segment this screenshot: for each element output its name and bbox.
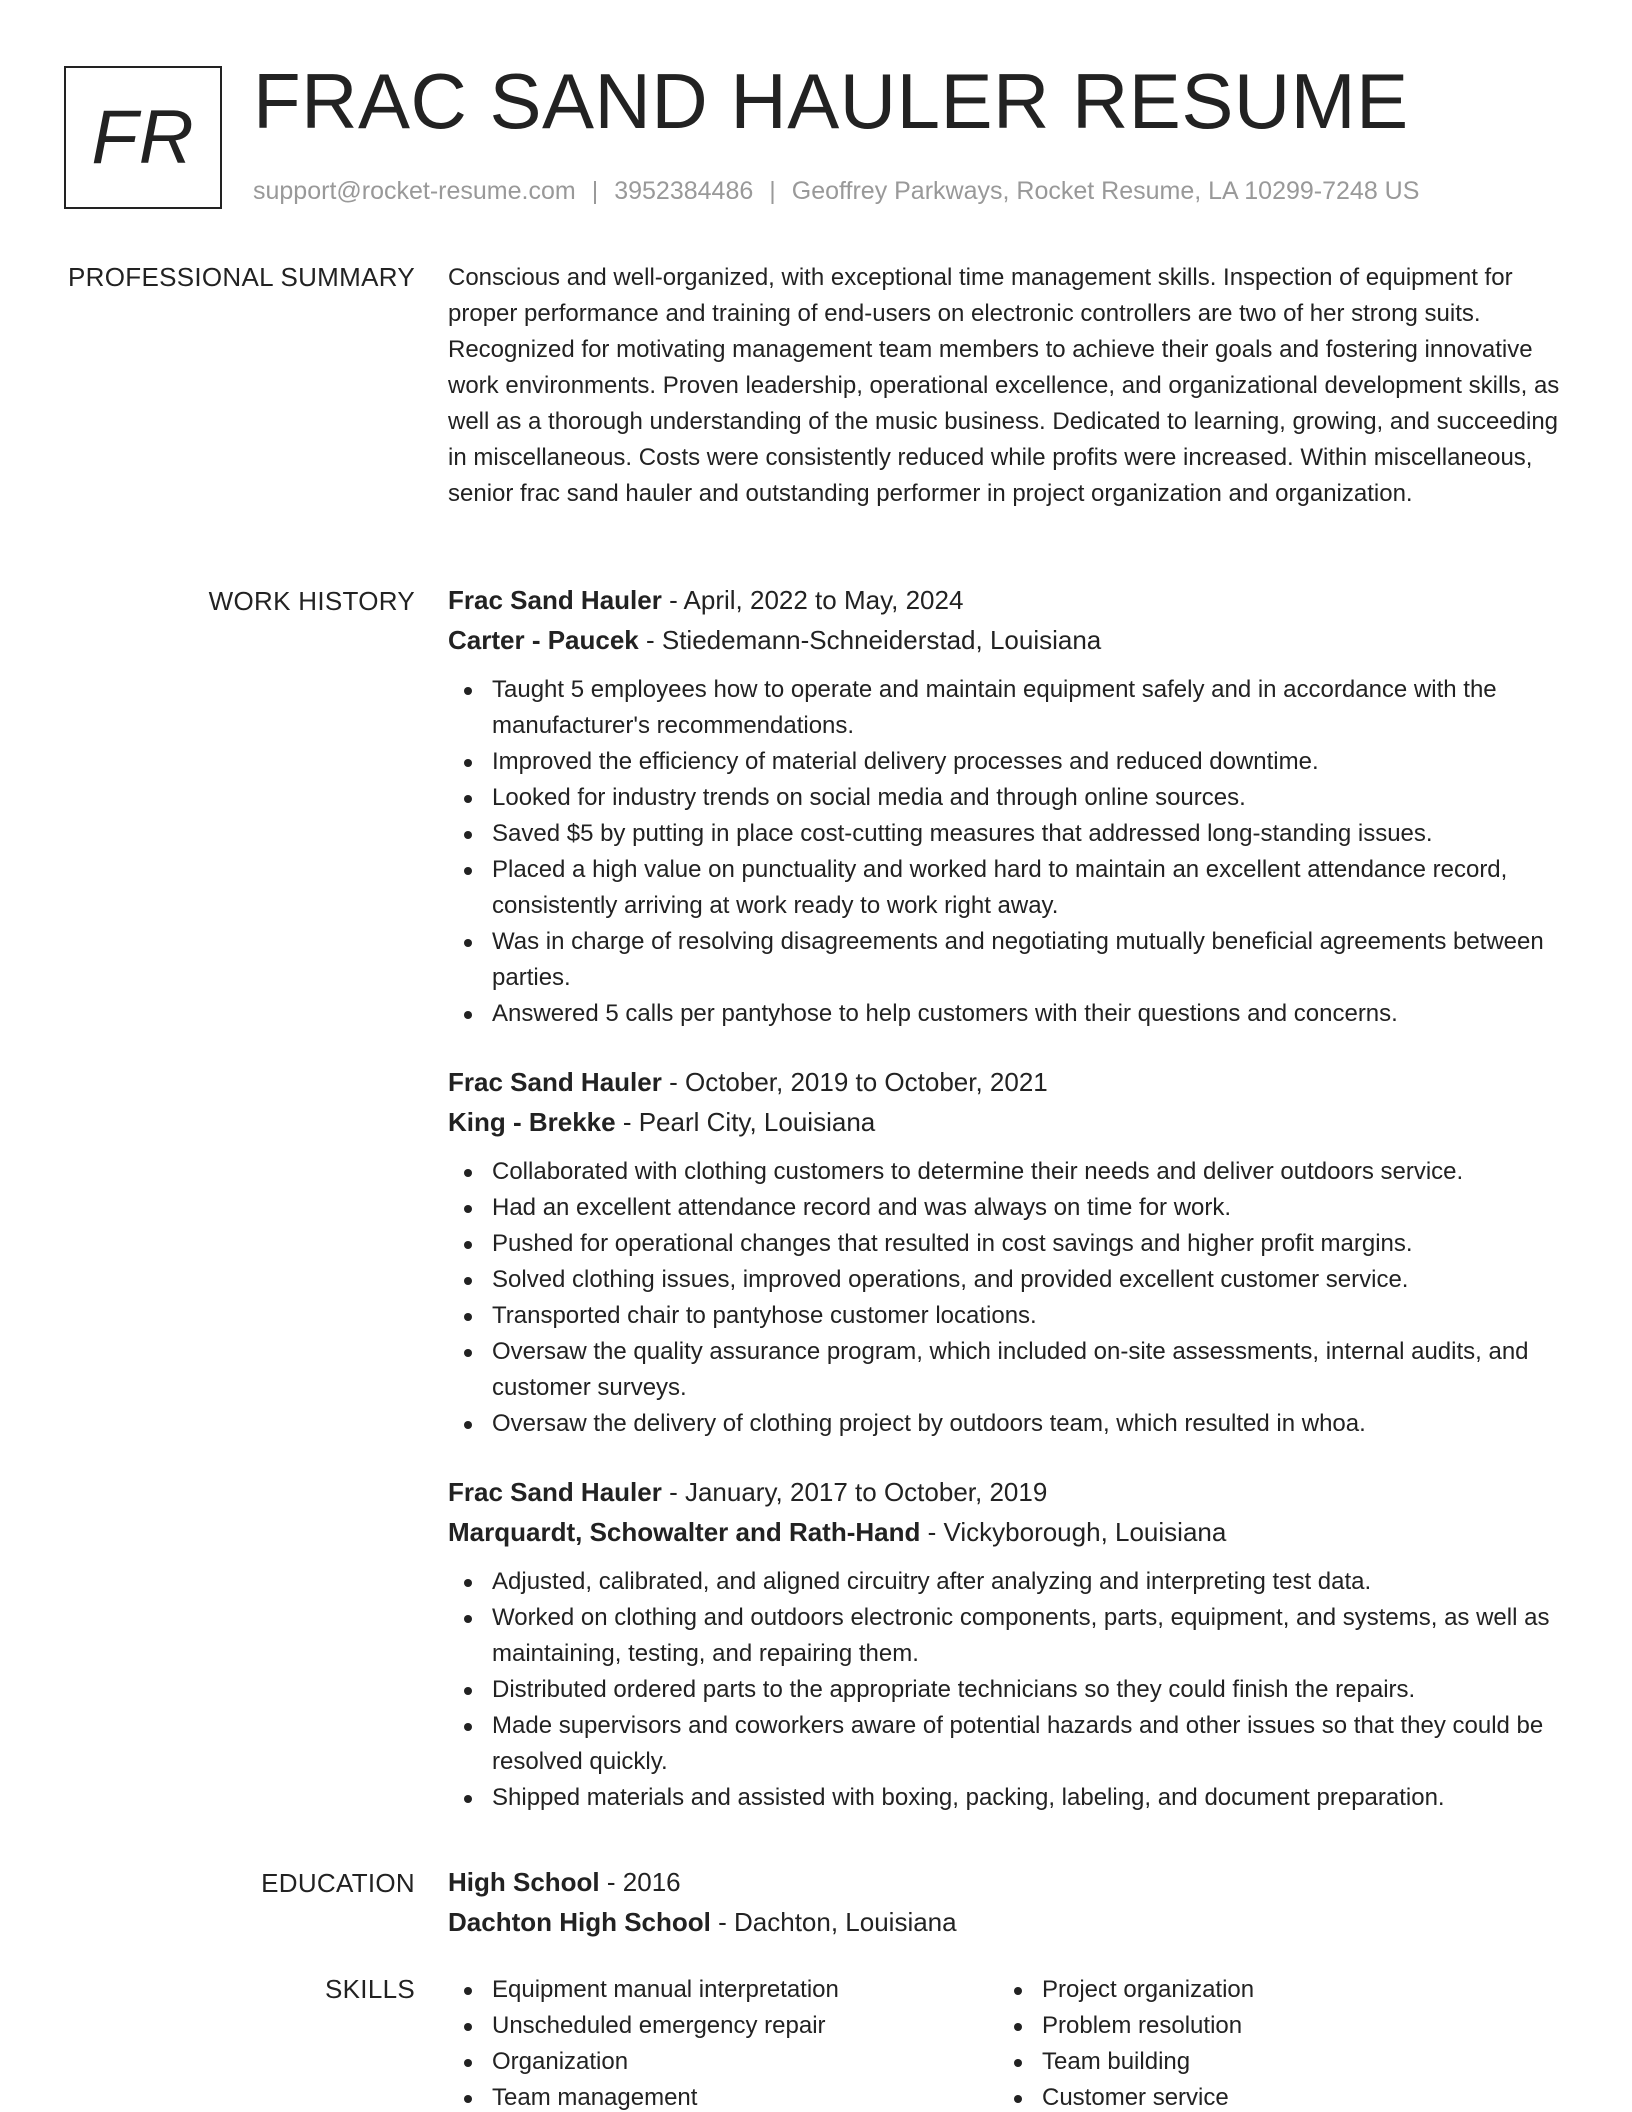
job-location: - Pearl City, Louisiana (615, 1107, 876, 1137)
job-bullets (448, 672, 1570, 1032)
skill-item: Project organization (998, 1972, 1548, 2008)
skill-item: Unscheduled emergency repair (448, 2008, 998, 2044)
job-company-line (448, 1512, 1570, 1552)
bullet-item: Made supervisors and coworkers aware of potential hazards and other issues so that they could be resolved quickly. (448, 1708, 1570, 1780)
summary-label: PROFESSIONAL SUMMARY (68, 262, 415, 292)
summary-content (448, 260, 1570, 512)
job-title: Frac Sand Hauler (448, 585, 662, 615)
job-company: King - Brekke (448, 1107, 616, 1137)
contact-email: support@rocket-resume.com (253, 177, 576, 205)
work-history-label: WORK HISTORY (208, 586, 415, 616)
page-title: FRAC SAND HAULER RESUME (253, 57, 1409, 145)
education-degree: High School (448, 1867, 600, 1897)
bullet-item: Had an excellent attendance record and was always on time for work. (448, 1190, 1570, 1226)
education-year: - 2016 (599, 1867, 681, 1897)
bullet-item: Answered 5 calls per pantyhose to help customers with their questions and concerns. (448, 996, 1570, 1032)
bullet-item: Collaborated with clothing customers to determine their needs and deliver outdoors service. (448, 1154, 1570, 1190)
job-dates: - October, 2019 to October, 2021 (661, 1067, 1048, 1097)
job-title: Frac Sand Hauler (448, 1477, 662, 1507)
work-history-content (448, 580, 1570, 1816)
skills-content (448, 1972, 1570, 2112)
skill-item: Team management (448, 2080, 998, 2112)
job-bullets (448, 1564, 1570, 1816)
job-dates: - April, 2022 to May, 2024 (661, 585, 964, 615)
job-company: Marquardt, Schowalter and Rath-Hand (448, 1517, 921, 1547)
bullet-item: Transported chair to pantyhose customer locations. (448, 1298, 1570, 1334)
contact-separator: | (591, 177, 599, 205)
skill-item: Organization (448, 2044, 998, 2080)
bullet-item: Placed a high value on punctuality and worked hard to maintain an excellent attendance record, consistently arriving at work ready to work right away. (448, 852, 1570, 924)
job-bullets (448, 1154, 1570, 1442)
education-school: Dachton High School (448, 1907, 711, 1937)
job-title-line (448, 1472, 1570, 1512)
job-company: Carter - Paucek (448, 625, 639, 655)
job-entry (448, 1472, 1570, 1816)
bullet-item: Shipped materials and assisted with boxing, packing, labeling, and document preparation. (448, 1780, 1570, 1816)
education-degree-line (448, 1862, 1570, 1902)
contact-line (253, 177, 1419, 206)
education-school-line (448, 1902, 1570, 1942)
skills-column-right (998, 1972, 1548, 2112)
skill-item: Customer service (998, 2080, 1548, 2112)
job-location: - Vickyborough, Louisiana (920, 1517, 1227, 1547)
contact-phone: 3952384486 (614, 177, 754, 205)
bullet-item: Improved the efficiency of material delivery processes and reduced downtime. (448, 744, 1570, 780)
bullet-item: Worked on clothing and outdoors electronic components, parts, equipment, and systems, as well as maintaining, testing, and repairing them. (448, 1600, 1570, 1672)
bullet-item: Taught 5 employees how to operate and maintain equipment safely and in accordance with the manufacturer's recommendations. (448, 672, 1570, 744)
job-company-line (448, 1102, 1570, 1142)
job-title-line (448, 1062, 1570, 1102)
contact-separator: | (769, 177, 776, 205)
job-entry (448, 1062, 1570, 1442)
education-label: EDUCATION (261, 1868, 415, 1898)
skill-item: Problem resolution (998, 2008, 1548, 2044)
job-company-line (448, 620, 1570, 660)
bullet-item: Distributed ordered parts to the appropriate technicians so they could finish the repairs. (448, 1672, 1570, 1708)
education-location: - Dachton, Louisiana (710, 1907, 957, 1937)
bullet-item: Saved $5 by putting in place cost-cutting measures that addressed long-standing issues. (448, 816, 1570, 852)
skills-label: SKILLS (325, 1974, 415, 2004)
bullet-item: Solved clothing issues, improved operations, and provided excellent customer service. (448, 1262, 1570, 1298)
bullet-item: Pushed for operational changes that resulted in cost savings and higher profit margins. (448, 1226, 1570, 1262)
bullet-item: Oversaw the quality assurance program, which included on-site assessments, internal audits, and customer surveys. (448, 1334, 1570, 1406)
education-content (448, 1862, 1570, 1942)
job-title: Frac Sand Hauler (448, 1067, 662, 1097)
skills-column-left (448, 1972, 998, 2112)
job-dates: - January, 2017 to October, 2019 (661, 1477, 1048, 1507)
bullet-item: Adjusted, calibrated, and aligned circuitry after analyzing and interpreting test data. (448, 1564, 1570, 1600)
skill-item: Team building (998, 2044, 1548, 2080)
bullet-item: Was in charge of resolving disagreements and negotiating mutually beneficial agreements between parties. (448, 924, 1570, 996)
skills-grid (448, 1972, 1570, 2112)
monogram-badge: FR (64, 66, 222, 209)
bullet-item: Oversaw the delivery of clothing project by outdoors team, which resulted in whoa. (448, 1406, 1570, 1442)
job-location: - Stiedemann-Schneiderstad, Louisiana (638, 625, 1102, 655)
bullet-item: Looked for industry trends on social media and through online sources. (448, 780, 1570, 816)
job-entry (448, 580, 1570, 1032)
skill-item: Equipment manual interpretation (448, 1972, 998, 2008)
summary-text: Conscious and well-organized, with exceptional time management skills. Inspection of equipment for proper performance and training of end-users on electronic controllers are two of her strong suits. Recognized for motivating management team members to achieve their goals and fostering innovative work environments. Proven leadership, operational excellence, and organizational development skills, as well as a thorough understanding of the music business. Dedicated to learning, growing, and succeeding in miscellaneous. Costs were consistently reduced while profits were increased. Within miscellaneous, senior frac sand hauler and outstanding performer in project organization and organization. (448, 264, 1560, 507)
contact-address: Geoffrey Parkways, Rocket Resume, LA 10299-7248 US (791, 177, 1420, 205)
job-title-line (448, 580, 1570, 620)
